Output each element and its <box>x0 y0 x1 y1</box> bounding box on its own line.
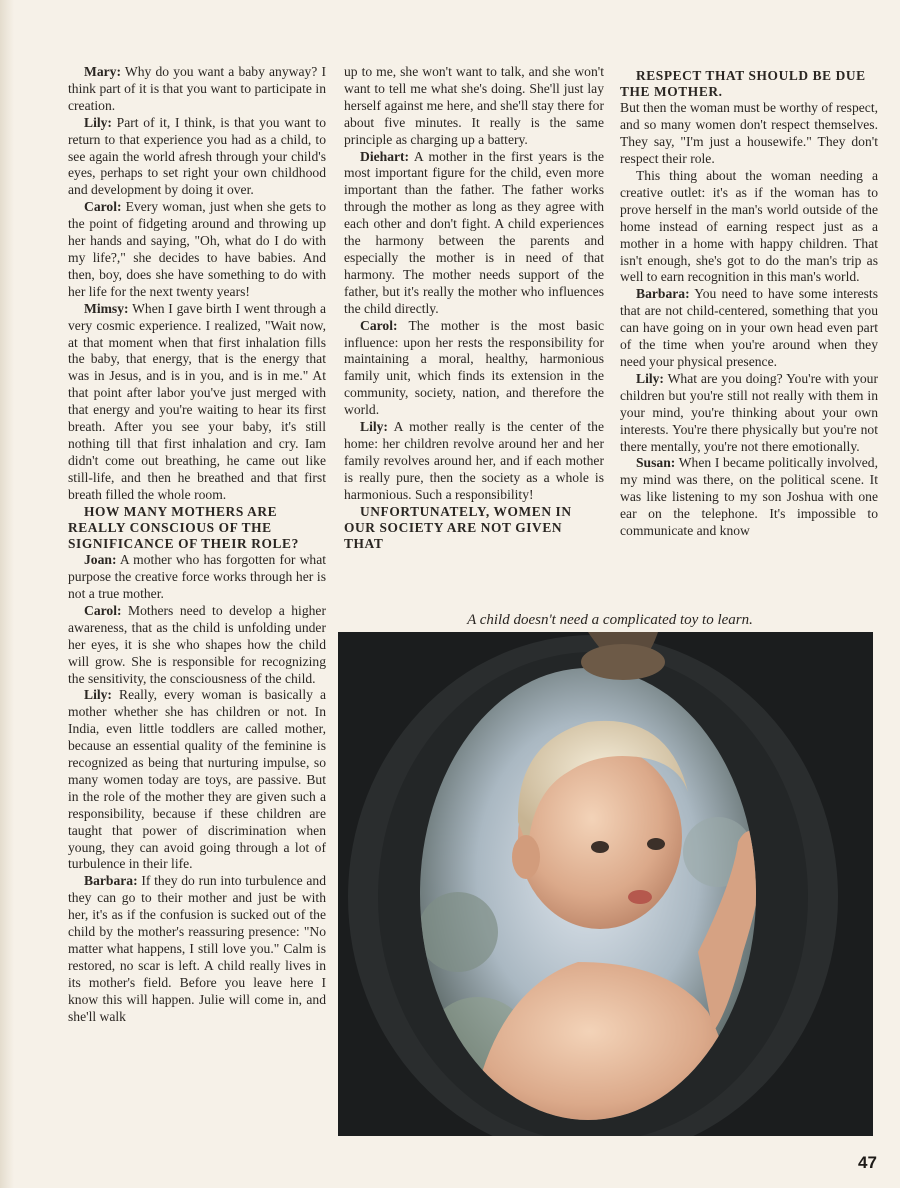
paragraph-text: If they do run into turbulence and they can go to their mother and just be with her, it's as if the confusion is sucked out of the child by the mother's reassuring presence: "No matter what happens, I still love you." Calm is restored, no scar is left. A child really lives in its mother's field. Before you leave here I know this will happen. Julie will come in, and she'll walk <box>68 873 326 1024</box>
photo-child-in-tire-swing <box>338 632 873 1136</box>
speaker-name: Joan: <box>84 552 117 568</box>
paragraph-text: You need to have some interests that are not child-centered, something that you can have going on in your own head even part of the time when you're around when they need your physical presence. <box>620 286 878 369</box>
paragraph <box>68 64 326 115</box>
speaker-name: Carol: <box>84 199 122 215</box>
speaker-name: Diehart: <box>360 148 410 164</box>
paragraph <box>344 64 604 149</box>
section-heading: UNFORTUNATELY, WOMEN IN OUR SOCIETY ARE NOT GIVEN THAT <box>344 503 572 551</box>
paragraph <box>68 603 326 688</box>
speaker-name: Mary: <box>84 64 121 79</box>
paragraph <box>68 687 326 873</box>
paragraph-text: Why do you want a baby anyway? I think part of it is that you want to participate in creation. <box>68 64 326 113</box>
speaker-name: Barbara: <box>636 286 690 302</box>
paragraph-text: A mother who has forgotten for what purpose the creative force works through her is not a true mother. <box>68 552 326 601</box>
paragraph-text: up to me, she won't want to talk, and she won't want to tell me what she's doing. She'll just lay herself against me here, and she'll stay there for about five minutes. It really is the same principle as charging up a battery. <box>344 64 604 147</box>
speaker-name: Carol: <box>84 602 122 618</box>
paragraph <box>620 168 878 286</box>
paragraph <box>344 318 604 419</box>
paragraph <box>620 286 878 371</box>
paragraph-text: The mother is the most basic influence: upon her rests the responsibility for maintaining a moral, healthy, harmonious family unit, which finds its extension in the community, society, nation, and therefore the world. <box>344 317 604 418</box>
page-edge <box>0 0 14 1188</box>
speaker-name: Barbara: <box>84 873 138 889</box>
paragraph-text: Mothers need to develop a higher awareness, that as the child is unfolding under her eyes, it is she who shapes how the child will grow. She is responsible for recognizing the sensitivity, the consciousness of the child. <box>68 602 326 686</box>
paragraph-text: Every woman, just when she gets to the point of fidgeting around and throwing up her hands and saying, "Oh, what do I do with my life?," she decides to have babies. And then, boy, does she have something to do with her life for the next twenty years! <box>68 199 326 299</box>
speaker-name: Carol: <box>360 317 398 333</box>
paragraph-text: A mother in the first years is the most important figure for the child, even more important than the father. The father works through the mother as long as they agree with each other and don't fight. A child experiences the harmony between the parents and especially the mother is in need of that harmony. The mother needs support of the father, but it's really the mother who influences the child directly. <box>344 148 604 316</box>
paragraph <box>68 873 326 1025</box>
paragraph <box>620 455 878 540</box>
section-heading: HOW MANY MOTHERS ARE REALLY CONSCIOUS OF THE SIGNIFICANCE OF THEIR ROLE? <box>68 503 299 551</box>
photo-caption: A child doesn't need a complicated toy to learn. <box>467 612 753 628</box>
paragraph <box>68 199 326 300</box>
paragraph <box>344 149 604 318</box>
paragraph <box>620 100 878 168</box>
speaker-name: Lily: <box>360 419 388 435</box>
paragraph <box>68 301 326 504</box>
article-column-1 <box>68 64 326 1026</box>
paragraph <box>620 371 878 456</box>
paragraph-text: This thing about the woman needing a creative outlet: it's as if the woman has to prove herself in the man's world outside of the home instead of earning respect just as a mother in a home with happy children. That isn't enough, she's got to do the man's trip as well to earn recognition in this man's world. <box>620 168 878 285</box>
article-column-3 <box>620 64 878 540</box>
paragraph-text: When I gave birth I went through a very cosmic experience. I realized, "Wait now, at that moment when that first inhalation fills the baby, that energy, that is the energy that was in Jesus, and is in you, and is in me." At that point after labor you've just merged with that energy and you're waiting to hear its first breath. After you see your baby, it's still nothing till that first inhalation and cry. Iam didn't come out breathing, he came out like still-life, and then he breathed and that first breath filled the whole room. <box>68 300 326 502</box>
tire-swing-illustration <box>338 632 873 1136</box>
paragraph <box>68 115 326 200</box>
paragraph-text: What are you doing? You're with your children but you're still not really with them in your mind, you're thinking about your own interests. You're there physically but you're not there mentally, you're not there emotionally. <box>620 370 878 454</box>
speaker-name: Lily: <box>84 687 112 703</box>
section-heading: RESPECT THAT SHOULD BE DUE THE MOTHER. <box>620 68 866 100</box>
speaker-name: Lily: <box>84 114 112 130</box>
speaker-name: Susan: <box>636 455 676 471</box>
paragraph-text: Part of it, I think, is that you want to return to that experience you had as a child, to see again the world afresh through your child's eyes, perhaps to set right your own childhood and development by doing it over. <box>68 114 326 198</box>
speaker-name: Mimsy: <box>84 300 129 316</box>
article-column-2 <box>344 64 604 552</box>
paragraph <box>68 552 326 603</box>
page-number: 47 <box>858 1153 877 1172</box>
paragraph-text: A mother really is the center of the home: her children revolve around her and her family revolves around her, and if each mother is really pure, then the society as a whole is harmonious. Such a responsibility! <box>344 419 604 502</box>
paragraph-text: Really, every woman is basically a mother whether she has children or not. In India, even little toddlers are called mother, because an essential quality of the feminine is recognized as being that nurturing impulse, so many women today are toys, are passive. But in the role of the mother they are given such a responsibility, because if these children are taught that power of discrimination when young, they can avoid going through a lot of turbulence in their life. <box>68 687 326 872</box>
paragraph <box>344 419 604 504</box>
paragraph-text: When I became politically involved, my mind was there, on the political scene. It was like listening to my son Joshua with one ear on the telephone. It's impossible to communicate and know <box>620 455 878 539</box>
speaker-name: Lily: <box>636 370 664 386</box>
paragraph-text: But then the woman must be worthy of respect, and so many women don't respect themselves. They say, "I'm just a housewife." They don't respect their role. <box>620 100 878 167</box>
